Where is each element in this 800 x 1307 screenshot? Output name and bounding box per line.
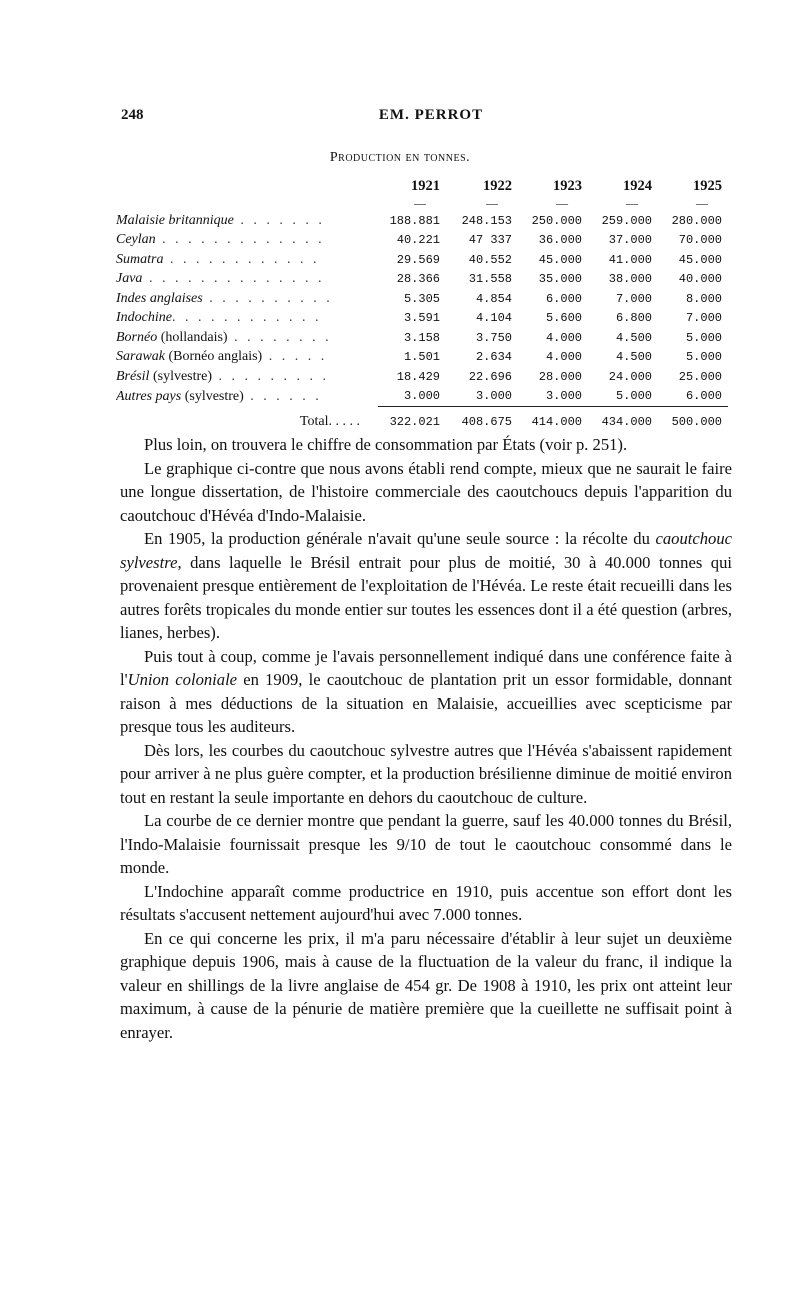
country-name: Sarawak [116, 349, 165, 365]
italic-phrase: caoutchouc sylvestre [120, 529, 732, 572]
year-header: 1924 [623, 177, 652, 194]
production-value: 5.000 [685, 350, 722, 365]
paragraph [120, 880, 732, 927]
table-row [116, 289, 728, 309]
paragraph [120, 527, 732, 645]
dot-leader: . . . . . . . . [227, 329, 332, 345]
production-value: 6.000 [545, 291, 582, 306]
production-value: 5.000 [685, 330, 722, 345]
production-value: 7.000 [615, 291, 652, 306]
production-value: 1.501 [403, 350, 440, 365]
table-row [116, 270, 728, 290]
production-value: 3.000 [403, 389, 440, 404]
production-value: 38.000 [608, 272, 652, 287]
paragraph-text: Le graphique ci-contre que nous avons établi rend compte, mieux que ne saurait le faire une longue dissertation, de l'histoire commerciale des caoutchoucs depuis l'apparition du caoutchouc d'Hévéa d'Indo-Malaisie. [120, 458, 732, 525]
dot-leader: . . . . . . . . . . . . . . [142, 271, 325, 287]
country-name: Java [116, 271, 143, 287]
production-value: 3.750 [475, 330, 512, 345]
dash-empty [116, 196, 378, 211]
production-value: 22.696 [468, 369, 512, 384]
production-value: 248.153 [461, 213, 512, 228]
year-dash: — [556, 196, 568, 210]
total-value: 500.000 [658, 407, 728, 434]
production-value: 3.591 [403, 311, 440, 326]
year-dash: — [414, 196, 426, 210]
header-empty [116, 176, 378, 196]
production-value: 4.000 [545, 350, 582, 365]
table-row [116, 387, 728, 407]
paragraph [120, 809, 732, 880]
paragraph-text: en 1909, le caoutchouc de plantation prit un essor formidable, donnant raison à mes déductions de la situation en Malaisie, accueillies avec scepticisme par presque tous les auditeurs. [120, 670, 732, 736]
country-name: Bornéo [116, 329, 158, 345]
production-value: 188.881 [389, 213, 440, 228]
dot-leader: . . . . . . . . . . [202, 290, 333, 306]
row-label [116, 328, 378, 348]
production-value: 40.000 [678, 272, 722, 287]
paragraph-text: La courbe de ce dernier montre que pendant la guerre, sauf les 40.000 tonnes du Brésil, l'Indo-Malaisie fournissait presque les 9/10 de tout le caoutchouc consommé dans le monde. [120, 811, 732, 877]
paragraph [120, 457, 732, 528]
body-text [120, 433, 732, 1044]
production-value: 6.000 [685, 389, 722, 404]
country-qualifier: (sylvestre) [149, 368, 213, 384]
row-label [116, 387, 378, 407]
production-value: 250.000 [531, 213, 582, 228]
production-value: 18.429 [396, 369, 440, 384]
total-label: Total. . . . . [299, 413, 360, 429]
table-row [116, 367, 728, 387]
production-value: 7.000 [685, 311, 722, 326]
production-value: 28.000 [538, 369, 582, 384]
page-number: 248 [121, 107, 144, 123]
paragraph-text: , dans laquelle le Brésil entrait pour plus de moitié, 30 à 40.000 tonnes qui provenaient presque entièrement de l'exploitation de l'Hévéa. Le reste était recueilli dans les autres forêts tropicales du monde entier sur toutes les essences dont il a été question (arbres, lianes, herbes). [120, 552, 732, 642]
production-value: 280.000 [671, 213, 722, 228]
table-row [116, 250, 728, 270]
total-value: 434.000 [588, 407, 658, 434]
row-label [116, 289, 378, 309]
production-value: 29.569 [396, 252, 440, 267]
country-qualifier: (sylvestre) [181, 388, 244, 404]
country-name: Sumatra [116, 251, 164, 267]
year-header: 1923 [553, 177, 582, 194]
paragraph-text: Plus loin, on trouvera le chiffre de consommation par États (voir p. 251). [144, 435, 628, 454]
production-value: 37.000 [608, 233, 652, 248]
country-qualifier: (hollandais) [157, 329, 228, 345]
paragraph-text: En ce qui concerne les prix, il m'a paru nécessaire d'établir à leur sujet un deuxième graphique depuis 1906, mais à cause de la fluctuation de la valeur du franc, il indique la valeur en shillings de la livre anglaise de 454 gr. De 1908 à 1910, les prix ont atteint leur maximum, à cause de la pénurie de matière première que la cueillette ne suffisait point à enrayer. [120, 928, 732, 1042]
row-label [116, 231, 378, 251]
production-value: 5.000 [615, 389, 652, 404]
table-dash-row [116, 196, 728, 211]
paragraph [120, 739, 732, 810]
year-dash: — [486, 196, 498, 210]
production-value: 2.634 [475, 350, 512, 365]
paragraph [120, 433, 732, 457]
production-value: 45.000 [678, 252, 722, 267]
dot-leader: . . . . . . . [233, 212, 325, 228]
production-value: 4.104 [475, 311, 512, 326]
dot-leader: . . . . . . [243, 388, 322, 404]
production-value: 41.000 [608, 252, 652, 267]
production-value: 5.305 [403, 291, 440, 306]
production-value: 4.854 [475, 291, 512, 306]
production-value: 36.000 [538, 233, 582, 248]
production-value: 259.000 [601, 213, 652, 228]
country-name: Indes anglaises [116, 290, 203, 306]
row-label [116, 250, 378, 270]
production-value: 4.500 [615, 330, 652, 345]
paragraph [120, 927, 732, 1045]
table-header-row [116, 176, 728, 196]
production-value: 3.000 [545, 389, 582, 404]
dot-leader: . . . . . . . . . [212, 368, 330, 384]
table-row [116, 328, 728, 348]
production-value: 4.500 [615, 350, 652, 365]
country-name: Indochine [116, 310, 172, 326]
dot-leader: . . . . . . . . . . . . [171, 310, 322, 326]
year-header: 1922 [483, 177, 512, 194]
row-label [116, 348, 378, 368]
table-body [116, 211, 728, 433]
table-caption: Production en tonnes. [329, 150, 471, 165]
production-value: 40.552 [468, 252, 512, 267]
dot-leader: . . . . . . . . . . . . [163, 251, 320, 267]
total-value: 322.021 [378, 407, 446, 434]
paragraph-text: Dès lors, les courbes du caoutchouc sylvestre autres que l'Hévéa s'abaissent rapidement pour arriver à ne plus guère compter, et la production brésilienne diminue de moitié environ tout en restant la seule importante en dehors du caoutchouc de culture. [120, 740, 732, 807]
dot-leader: . . . . . [262, 349, 328, 365]
row-label [116, 211, 378, 231]
production-value: 40.221 [396, 233, 440, 248]
paragraph [120, 645, 732, 739]
row-label [116, 309, 378, 329]
production-value: 70.000 [678, 233, 722, 248]
production-value: 8.000 [685, 291, 722, 306]
country-name: Ceylan [116, 232, 156, 248]
production-value: 45.000 [538, 252, 582, 267]
total-row [116, 407, 728, 434]
production-value: 35.000 [538, 272, 582, 287]
year-header: 1925 [693, 177, 722, 194]
production-value: 47 337 [468, 233, 512, 248]
country-name: Malaisie britannique [116, 212, 234, 228]
row-label [116, 270, 378, 290]
table-row [116, 231, 728, 251]
table-row [116, 211, 728, 231]
production-value: 3.000 [475, 389, 512, 404]
dot-leader: . . . . . . . . . . . . . [155, 232, 325, 248]
table-row [116, 348, 728, 368]
year-header: 1921 [411, 177, 440, 194]
production-value: 25.000 [678, 369, 722, 384]
italic-phrase: Union coloniale [127, 670, 238, 689]
table-row [116, 309, 728, 329]
running-title-author: EM. PERROT [378, 107, 484, 123]
production-table [116, 176, 728, 433]
total-value: 408.675 [446, 407, 518, 434]
country-name: Brésil [116, 368, 150, 384]
year-dash: — [696, 196, 708, 210]
production-value: 31.558 [468, 272, 512, 287]
total-value: 414.000 [518, 407, 588, 434]
paragraph-text: Puis tout à coup, comme je l'avais personnellement indiqué dans une conférence faite à l' [120, 646, 732, 689]
production-value: 28.366 [396, 272, 440, 287]
production-value: 5.600 [545, 311, 582, 326]
production-value: 6.800 [615, 311, 652, 326]
paragraph-text: L'Indochine apparaît comme productrice en 1910, puis accentue son effort dont les résultats s'accusent nettement aujourd'hui avec 7.000 tonnes. [120, 881, 732, 924]
production-value: 3.158 [403, 330, 440, 345]
country-qualifier: (Bornéo anglais) [165, 349, 263, 365]
row-label [116, 367, 378, 387]
production-value: 24.000 [608, 369, 652, 384]
paragraph-text: En 1905, la production générale n'avait qu'une seule source : la récolte du [144, 529, 656, 548]
year-dash: — [626, 196, 638, 210]
running-header [121, 107, 741, 131]
country-name: Autres pays [116, 388, 182, 404]
production-value: 4.000 [545, 330, 582, 345]
